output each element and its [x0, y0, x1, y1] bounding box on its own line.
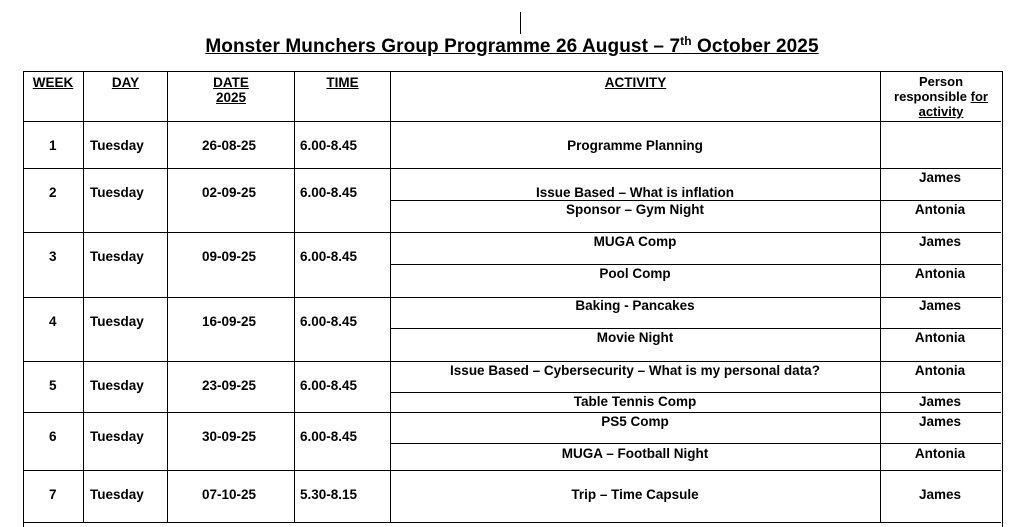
title-main: Monster Munchers Group Programme 26 August – 7 [205, 36, 681, 57]
time-cell: 6.00-8.45 [300, 138, 358, 153]
week-number: 3 [49, 249, 57, 264]
subrow-divider [390, 392, 1001, 393]
programme-table [23, 71, 1003, 527]
row-divider [23, 121, 1001, 122]
title-superscript: th [680, 34, 692, 48]
week-number: 5 [49, 378, 57, 393]
activity-cell: Baking - Pancakes [575, 298, 695, 313]
header-person-line2: responsible for [894, 89, 988, 104]
header-day: DAY [111, 75, 140, 90]
time-cell: 6.00-8.45 [300, 429, 358, 444]
person-cell: James [918, 414, 962, 429]
week-number: 2 [49, 185, 57, 200]
day-cell: Tuesday [90, 249, 144, 264]
header-person-line1: Person [918, 74, 964, 89]
header-person [881, 74, 1001, 119]
week-number: 1 [49, 138, 57, 153]
person-cell: Antonia [914, 202, 966, 217]
person-cell: James [918, 394, 962, 409]
time-cell: 6.00-8.45 [300, 314, 358, 329]
activity-cell: Sponsor – Gym Night [565, 202, 705, 217]
day-cell: Tuesday [90, 314, 144, 329]
time-cell: 6.00-8.45 [300, 249, 358, 264]
week-number: 4 [49, 314, 57, 329]
person-cell: James [918, 298, 962, 313]
day-cell: Tuesday [90, 185, 144, 200]
document-title [0, 36, 1024, 58]
activity-cell: Movie Night [596, 330, 674, 345]
person-cell: James [918, 170, 962, 185]
activity-cell: PS5 Comp [601, 414, 669, 429]
row-divider [23, 232, 1001, 233]
date-cell: 26-08-25 [202, 138, 257, 153]
time-cell: 6.00-8.45 [300, 185, 358, 200]
activity-cell: MUGA Comp [593, 234, 677, 249]
day-cell: Tuesday [90, 138, 144, 153]
row-divider [23, 470, 1001, 471]
week-number: 6 [49, 429, 57, 444]
subrow-divider [390, 200, 1001, 201]
header-time: TIME [326, 75, 359, 90]
day-cell: Tuesday [90, 378, 144, 393]
row-divider [23, 412, 1001, 413]
text-cursor [520, 12, 521, 34]
date-cell: 16-09-25 [202, 314, 257, 329]
header-date-line1: DATE [213, 75, 249, 90]
subrow-divider [390, 328, 1001, 329]
time-cell: 5.30-8.15 [300, 487, 358, 502]
header-activity: ACTIVITY [604, 75, 667, 90]
date-cell: 07-10-25 [202, 487, 257, 502]
person-cell: James [918, 487, 962, 502]
activity-cell: Issue Based – Cybersecurity – What is my personal data? [450, 363, 820, 378]
title-tail: October 2025 [691, 36, 819, 57]
day-cell: Tuesday [90, 487, 144, 502]
activity-cell: Trip – Time Capsule [571, 487, 699, 502]
activity-cell: Table Tennis Comp [573, 394, 697, 409]
date-cell: 23-09-25 [202, 378, 257, 393]
header-date [168, 75, 294, 105]
activity-cell: Issue Based – What is inflation [535, 185, 735, 200]
day-cell: Tuesday [90, 429, 144, 444]
person-cell: James [918, 234, 962, 249]
activity-cell: MUGA – Football Night [561, 446, 709, 461]
date-cell: 02-09-25 [202, 185, 257, 200]
row-divider [23, 361, 1001, 362]
person-cell: Antonia [914, 330, 966, 345]
week-number: 7 [49, 487, 57, 502]
row-divider [23, 297, 1001, 298]
row-divider [23, 168, 1001, 169]
header-person-line3: activity [918, 104, 964, 119]
date-cell: 09-09-25 [202, 249, 257, 264]
person-cell: Antonia [914, 363, 966, 378]
header-week: WEEK [32, 75, 74, 90]
activity-cell: Programme Planning [567, 138, 703, 153]
header-date-line2: 2025 [215, 90, 247, 105]
date-cell: 30-09-25 [202, 429, 257, 444]
activity-cell: Pool Comp [599, 266, 671, 281]
time-cell: 6.00-8.45 [300, 378, 358, 393]
subrow-divider [390, 443, 1001, 444]
subrow-divider [390, 264, 1001, 265]
person-cell: Antonia [914, 446, 966, 461]
person-cell: Antonia [914, 266, 966, 281]
